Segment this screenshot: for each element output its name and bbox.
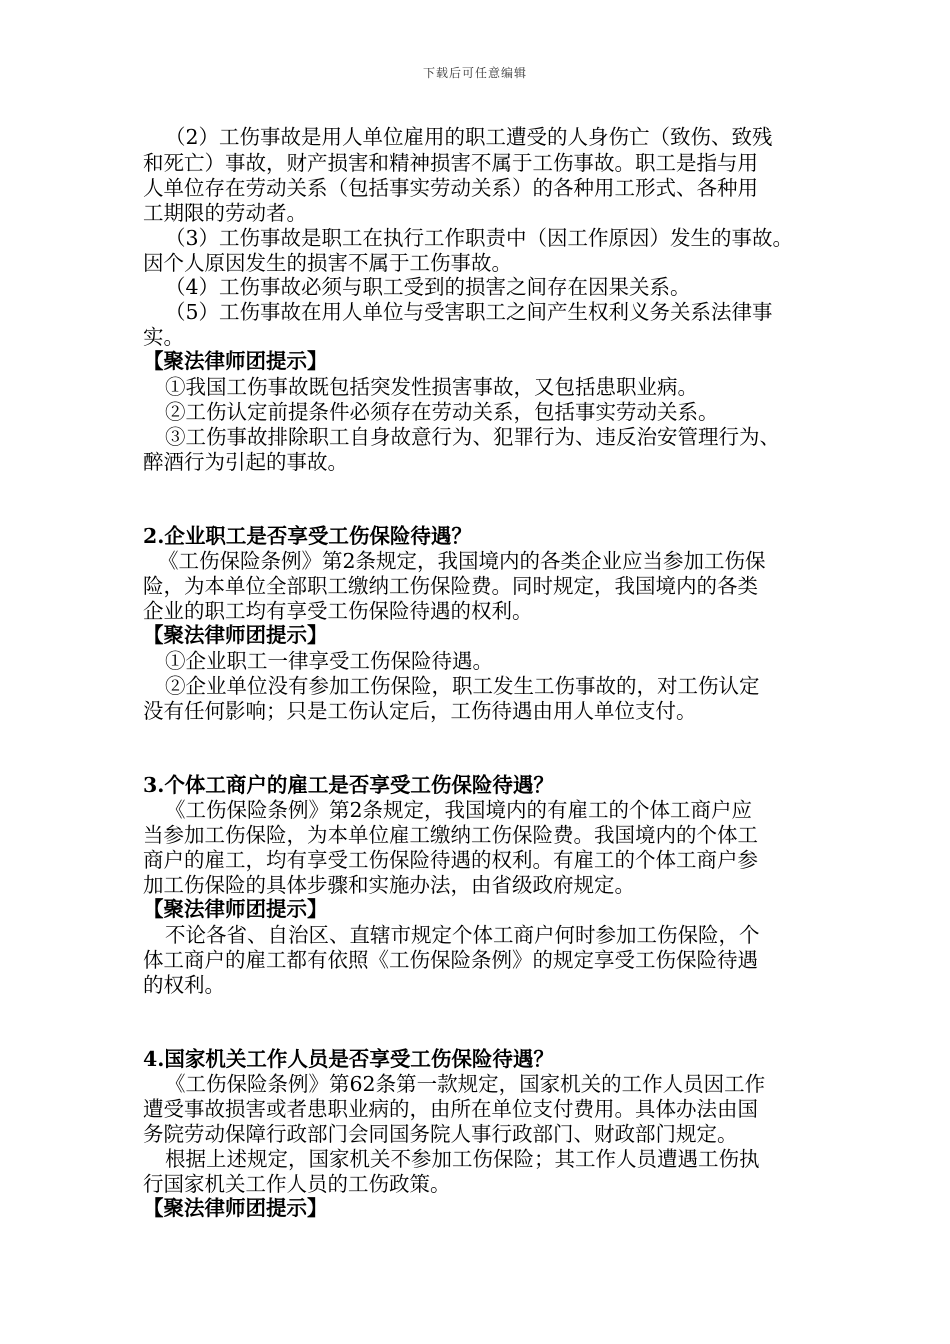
tip-heading: 【聚法律师团提示】 bbox=[143, 897, 328, 921]
tip-heading: 【聚法律师团提示】 bbox=[143, 623, 328, 647]
text-line: （3）工伤事故是职工在执行工作职责中（因工作原因）发生的事故。 bbox=[165, 226, 794, 250]
text-line: ①我国工伤事故既包括突发性损害事故，又包括患职业病。 bbox=[165, 375, 698, 399]
text-line: 当参加工伤保险，为本单位雇工缴纳工伤保险费。我国境内的个体工 bbox=[143, 823, 758, 847]
text-line: 工期限的劳动者。 bbox=[143, 201, 307, 225]
text-line: 根据上述规定，国家机关不参加工伤保险；其工作人员遭遇工伤执 bbox=[165, 1147, 760, 1171]
text-line: 人单位存在劳动关系（包括事实劳动关系）的各种用工形式、各种用 bbox=[143, 176, 758, 200]
text-line: 商户的雇工，均有享受工伤保险待遇的权利。有雇工的个体工商户参 bbox=[143, 848, 758, 872]
text-line: 遭受事故损害或者患职业病的，由所在单位支付费用。具体办法由国 bbox=[143, 1097, 758, 1121]
text-line: ①企业职工一律享受工伤保险待遇。 bbox=[165, 649, 493, 673]
text-line: 险，为本单位全部职工缴纳工伤保险费。同时规定，我国境内的各类 bbox=[143, 574, 758, 598]
text-line: （5）工伤事故在用人单位与受害职工之间产生权利义务关系法律事 bbox=[165, 300, 773, 324]
section-heading: 3.个体工商户的雇工是否享受工伤保险待遇？ bbox=[143, 773, 554, 797]
text-line: 务院劳动保障行政部门会同国务院人事行政部门、财政部门规定。 bbox=[143, 1122, 738, 1146]
page-header: 下载后可任意编辑 bbox=[422, 66, 527, 80]
text-line: 《工伤保险条例》第62条第一款规定，国家机关的工作人员因工作 bbox=[165, 1072, 766, 1096]
section-heading: 2.企业职工是否享受工伤保险待遇？ bbox=[143, 524, 472, 548]
text-line: （4）工伤事故必须与职工受到的损害之间存在因果关系。 bbox=[165, 275, 691, 299]
text-line: 醉酒行为引起的事故。 bbox=[143, 450, 348, 474]
text-line: 体工商户的雇工都有依照《工伤保险条例》的规定享受工伤保险待遇 bbox=[143, 948, 758, 972]
text-line: ③工伤事故排除职工自身故意行为、犯罪行为、违反治安管理行为、 bbox=[165, 425, 780, 449]
tip-heading: 【聚法律师团提示】 bbox=[143, 1196, 328, 1220]
text-line: ②企业单位没有参加工伤保险，职工发生工伤事故的，对工伤认定 bbox=[165, 674, 760, 698]
text-line: 的权利。 bbox=[143, 973, 225, 997]
text-line: 《工伤保险条例》第2条规定，我国境内的有雇工的个体工商户应 bbox=[165, 798, 753, 822]
text-line: 因个人原因发生的损害不属于工伤事故。 bbox=[143, 251, 512, 275]
text-line: 行国家机关工作人员的工伤政策。 bbox=[143, 1172, 451, 1196]
text-line: 没有任何影响；只是工伤认定后，工伤待遇由用人单位支付。 bbox=[143, 699, 697, 723]
text-line: 实。 bbox=[143, 325, 184, 349]
text-line: ②工伤认定前提条件必须存在劳动关系，包括事实劳动关系。 bbox=[165, 400, 719, 424]
text-line: 和死亡）事故，财产损害和精神损害不属于工伤事故。职工是指与用 bbox=[143, 151, 758, 175]
tip-heading: 【聚法律师团提示】 bbox=[143, 349, 328, 373]
text-line: 加工伤保险的具体步骤和实施办法，由省级政府规定。 bbox=[143, 873, 635, 897]
text-line: 不论各省、自治区、直辖市规定个体工商户何时参加工伤保险，个 bbox=[165, 923, 760, 947]
text-line: 企业的职工均有享受工伤保险待遇的权利。 bbox=[143, 599, 533, 623]
text-line: （2）工伤事故是用人单位雇用的职工遭受的人身伤亡（致伤、致残 bbox=[165, 125, 773, 149]
section-heading: 4.国家机关工作人员是否享受工伤保险待遇？ bbox=[143, 1047, 554, 1071]
text-line: 《工伤保险条例》第2条规定，我国境内的各类企业应当参加工伤保 bbox=[158, 549, 766, 573]
